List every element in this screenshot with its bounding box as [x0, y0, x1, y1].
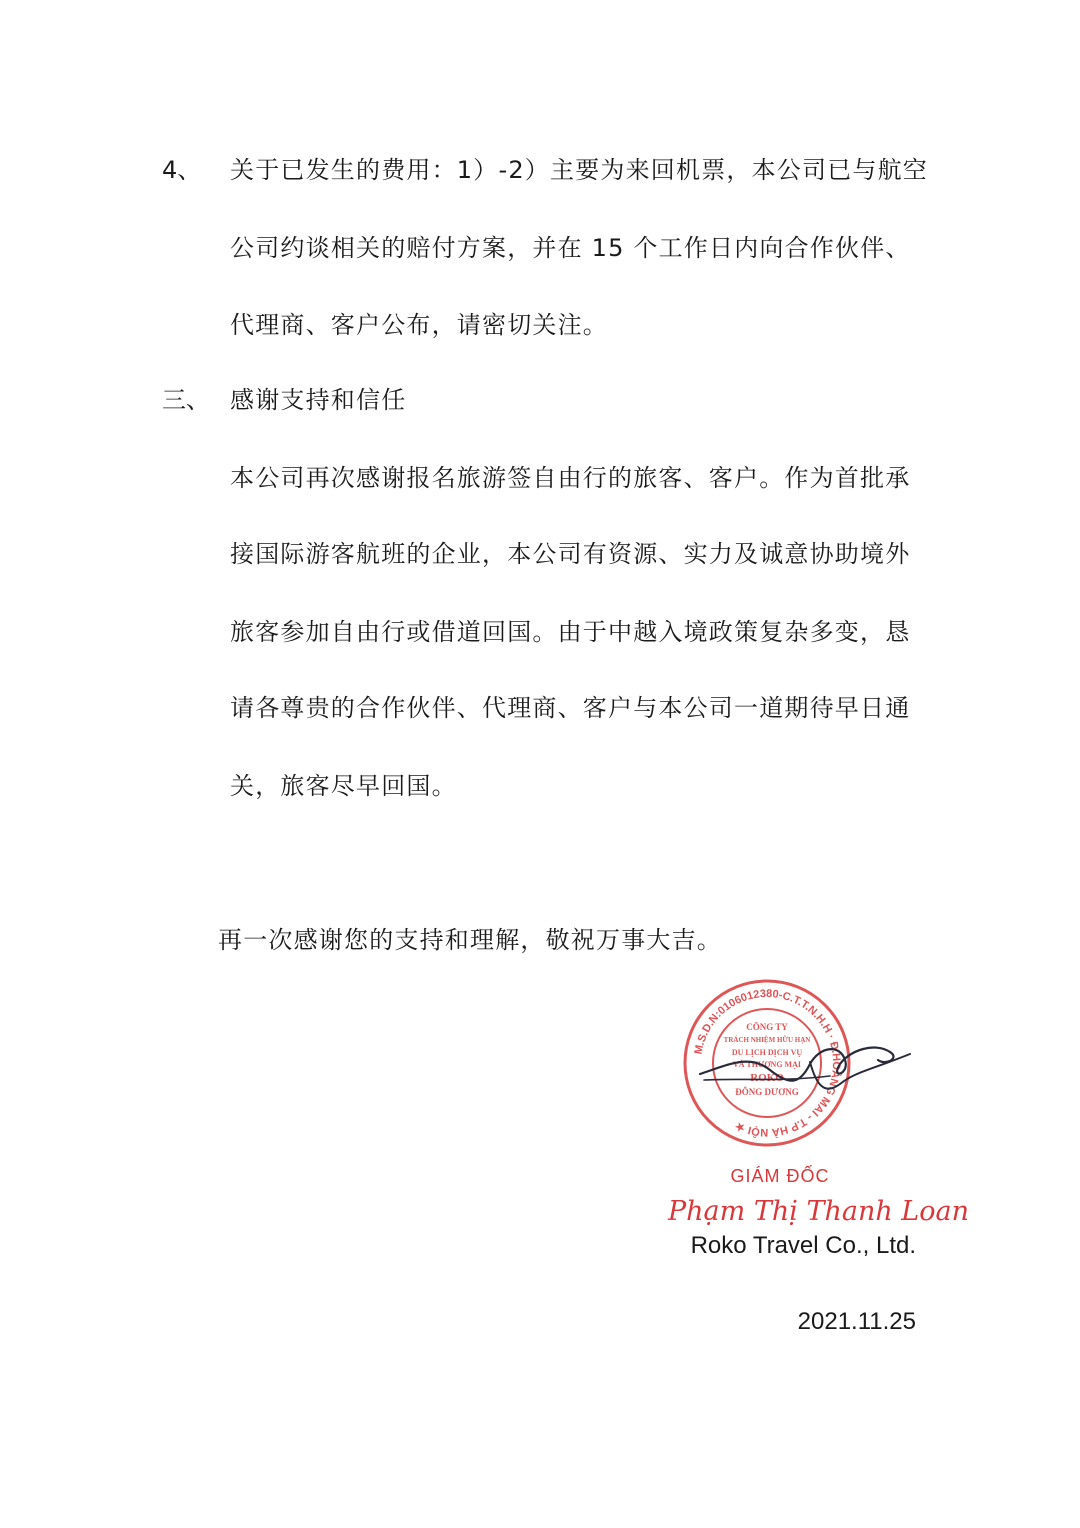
- section-3-marker: 三、: [162, 386, 210, 414]
- section-3-line-5: 关，旅客尽早回国。: [230, 772, 457, 800]
- svg-text:ĐÔNG DƯƠNG: ĐÔNG DƯƠNG: [735, 1087, 799, 1097]
- handwritten-signature: [690, 1024, 920, 1114]
- document-date: 2021.11.25: [797, 1308, 916, 1335]
- closing-remark: 再一次感谢您的支持和理解，敬祝万事大吉。: [218, 926, 722, 954]
- section-3-heading: 感谢支持和信任: [230, 386, 407, 414]
- signatory-name: Phạm Thị Thanh Loan: [668, 1196, 969, 1227]
- svg-text:DU LỊCH DỊCH VỤ: DU LỊCH DỊCH VỤ: [731, 1048, 803, 1057]
- svg-text:VÀ THƯƠNG MẠI: VÀ THƯƠNG MẠI: [733, 1060, 801, 1069]
- svg-text:M.S.D.N:0106012380-C.T.T.N.H.H: M.S.D.N:0106012380-C.T.T.N.H.H · Đ.HOÀNG MAI - T.P HÀ NỘI ★: [692, 987, 843, 1139]
- svg-text:ROKO: ROKO: [750, 1072, 784, 1084]
- section-3-line-3: 旅客参加自由行或借道回国。由于中越入境政策复杂多变，恳: [230, 618, 911, 646]
- item-4-line-3: 代理商、客户公布，请密切关注。: [230, 311, 608, 339]
- svg-text:CÔNG TY: CÔNG TY: [746, 1022, 788, 1032]
- signatory-title: GIÁM ĐỐC: [730, 1166, 830, 1186]
- svg-text:TRÁCH NHIỆM HỮU HẠN: TRÁCH NHIỆM HỮU HẠN: [723, 1036, 811, 1044]
- section-3-line-2: 接国际游客航班的企业，本公司有资源、实力及诚意协助境外: [230, 540, 911, 568]
- item-4-line-2: 公司约谈相关的赔付方案，并在 15 个工作日内向合作伙伴、: [230, 234, 911, 262]
- company-name-english: Roko Travel Co., Ltd.: [690, 1232, 916, 1259]
- section-3-line-4: 请各尊贵的合作伙伴、代理商、客户与本公司一道期待早日通: [230, 694, 911, 722]
- item-4-marker: 4、: [162, 156, 202, 184]
- item-4-line-1: 关于已发生的费用：1）-2）主要为来回机票，本公司已与航空: [230, 156, 928, 184]
- section-3-line-1: 本公司再次感谢报名旅游签自由行的旅客、客户。作为首批承: [230, 464, 911, 492]
